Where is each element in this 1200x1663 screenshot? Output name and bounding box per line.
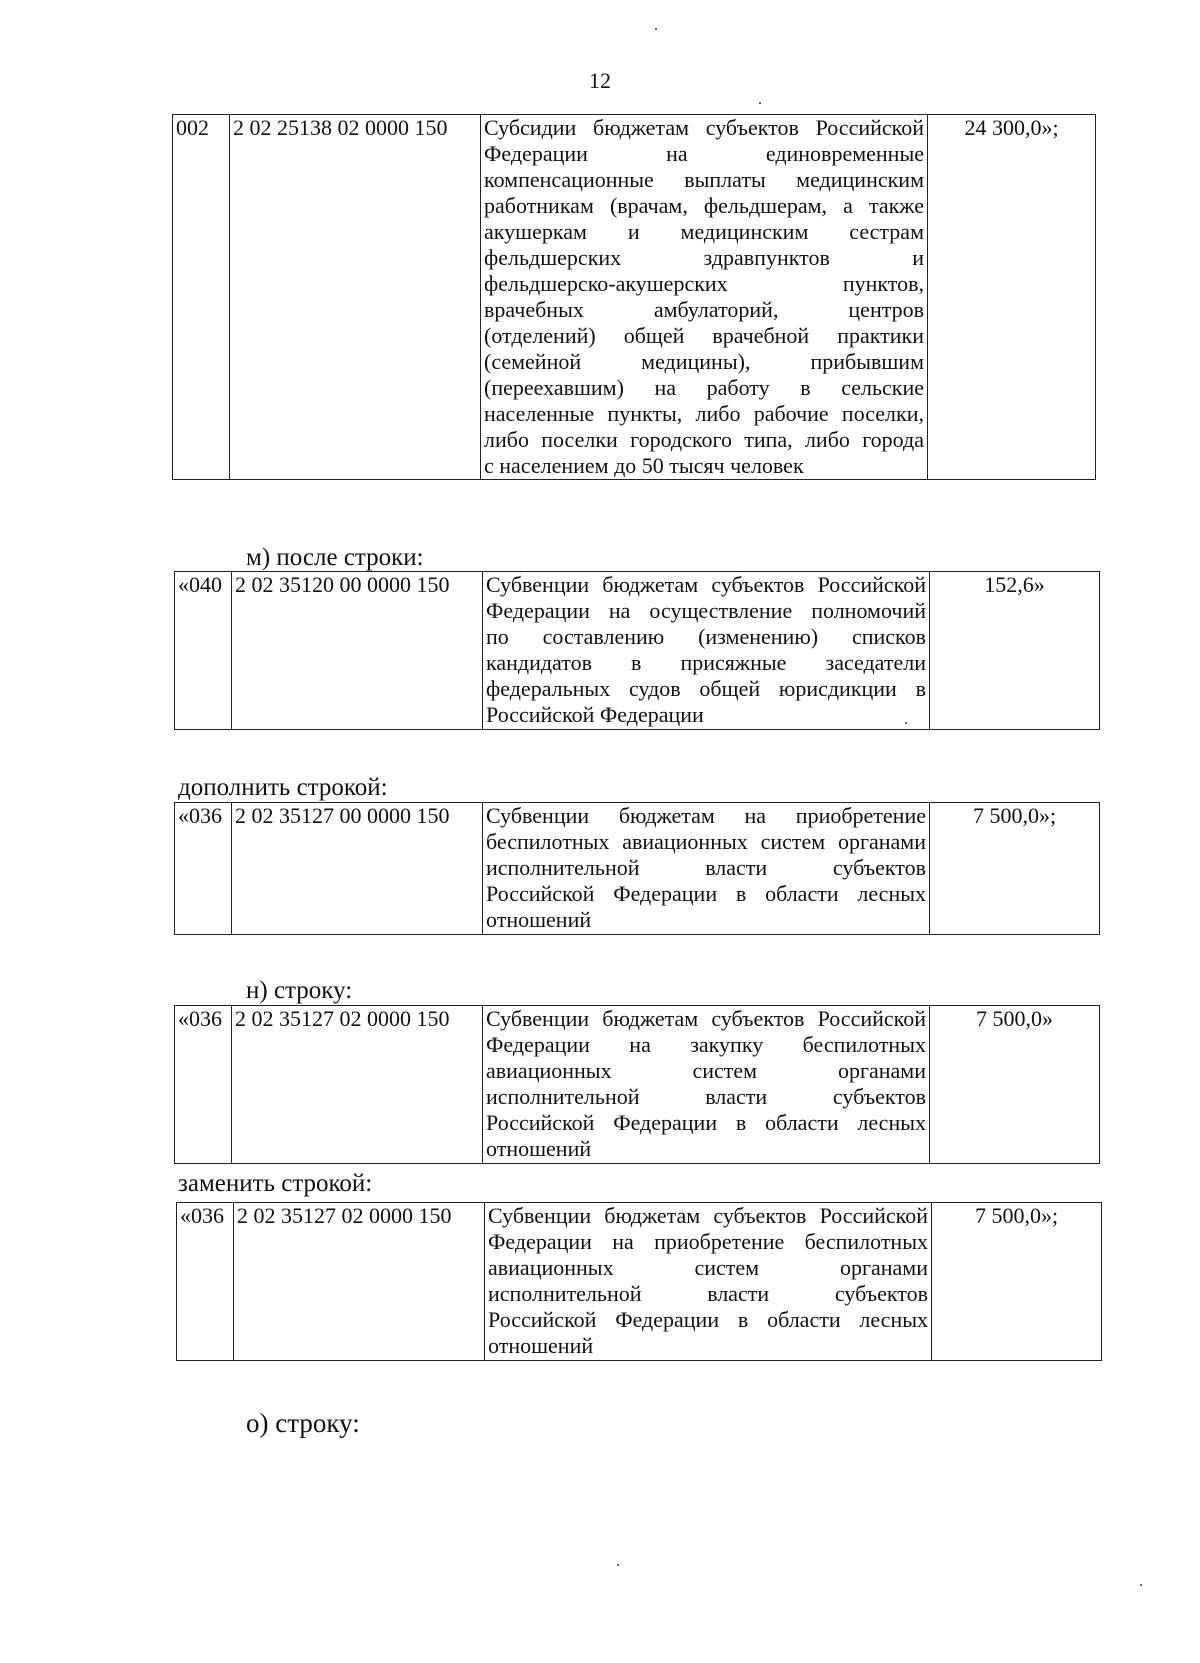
scan-speck: [655, 28, 657, 30]
section-label-replace: заменить строкой:: [178, 1170, 373, 1197]
table-row: [173, 115, 1096, 480]
scan-speck: [905, 722, 907, 724]
description-line: (отделений) общей врачебной практики: [484, 323, 924, 348]
amount-cell: 7 500,0»;: [930, 803, 1100, 935]
budget-row-table-2: [174, 571, 1100, 730]
description-line: авиационных систем органами: [486, 1058, 926, 1083]
table-row: [177, 1203, 1102, 1361]
admin-code-cell: «036: [175, 1006, 232, 1164]
description-line: Субсидии бюджетам субъектов Российской: [484, 115, 924, 140]
classification-code-cell: 2 02 35120 00 0000 150: [232, 572, 483, 730]
description-line: Российской Федерации: [486, 702, 704, 727]
table-row: [175, 572, 1100, 730]
table-row: [175, 1006, 1100, 1164]
description-cell: [485, 1203, 932, 1361]
description-line: беспилотных авиационных систем органами: [486, 829, 926, 854]
classification-code-cell: 2 02 35127 02 0000 150: [232, 1006, 483, 1164]
classification-code-cell: 2 02 35127 02 0000 150: [234, 1203, 485, 1361]
description-line: исполнительной власти субъектов: [486, 1084, 926, 1109]
description-line: по составлению (изменению) списков: [486, 624, 926, 649]
budget-row-table-5: [176, 1202, 1102, 1361]
scan-speck: [617, 1564, 619, 1566]
description-line: отношений: [486, 1136, 592, 1161]
amount-cell: 24 300,0»;: [928, 115, 1096, 480]
description-line: Федерации на закупку беспилотных: [486, 1032, 926, 1057]
section-label-n: н) строку:: [246, 977, 353, 1004]
page-number: 12: [589, 68, 611, 93]
table-row: [175, 803, 1100, 935]
description-line: либо поселки городского типа, либо города: [484, 427, 924, 452]
admin-code-cell: 002: [173, 115, 230, 480]
description-cell: [483, 803, 930, 935]
description-line: авиационных систем органами: [488, 1255, 928, 1280]
classification-code-cell: 2 02 35127 00 0000 150: [232, 803, 483, 935]
description-line: Субвенции бюджетам субъектов Российской: [488, 1203, 928, 1228]
description-line: Федерации на единовременные: [484, 141, 924, 166]
description-line: Субвенции бюджетам субъектов Российской: [486, 572, 926, 597]
description-line: компенсационные выплаты медицинским: [484, 167, 924, 192]
description-line: Федерации на приобретение беспилотных: [488, 1229, 928, 1254]
amount-cell: 7 500,0»;: [932, 1203, 1102, 1361]
description-line: (переехавшим) на работу в сельские: [484, 375, 924, 400]
classification-code-cell: 2 02 25138 02 0000 150: [230, 115, 481, 480]
description-line: врачебных амбулаторий, центров: [484, 297, 924, 322]
amount-cell: 152,6»: [930, 572, 1100, 730]
description-line: работникам (врачам, фельдшерам, а также: [484, 193, 924, 218]
section-label-m: м) после строки:: [246, 544, 424, 571]
description-line: отношений: [488, 1333, 594, 1358]
description-line: с населением до 50 тысяч человек: [484, 453, 804, 478]
scan-speck: [759, 102, 761, 104]
description-line: акушеркам и медицинским сестрам: [484, 219, 924, 244]
description-cell: [483, 572, 930, 730]
budget-row-table-3: [174, 802, 1100, 935]
admin-code-cell: «036: [175, 803, 232, 935]
description-line: Субвенции бюджетам на приобретение: [486, 803, 926, 828]
amount-cell: 7 500,0»: [930, 1006, 1100, 1164]
description-line: Субвенции бюджетам субъектов Российской: [486, 1006, 926, 1031]
description-line: Федерации на осуществление полномочий: [486, 598, 926, 623]
scan-speck: [1140, 1584, 1142, 1586]
description-line: (семейной медицины), прибывшим: [484, 349, 924, 374]
description-line: исполнительной власти субъектов: [488, 1281, 928, 1306]
description-line: исполнительной власти субъектов: [486, 855, 926, 880]
description-line: Российской Федерации в области лесных: [486, 881, 926, 906]
description-line: Российской Федерации в области лесных: [488, 1307, 928, 1332]
admin-code-cell: «036: [177, 1203, 234, 1361]
description-line: Российской Федерации в области лесных: [486, 1110, 926, 1135]
description-cell: [481, 115, 928, 480]
description-line: населенные пункты, либо рабочие поселки,: [484, 401, 924, 426]
description-line: фельдшерско-акушерских пунктов,: [484, 271, 924, 296]
budget-row-table-4: [174, 1005, 1100, 1164]
description-line: отношений: [486, 907, 592, 932]
description-line: кандидатов в присяжные заседатели: [486, 650, 926, 675]
description-line: федеральных судов общей юрисдикции в: [486, 676, 926, 701]
admin-code-cell: «040: [175, 572, 232, 730]
description-cell: [483, 1006, 930, 1164]
budget-row-table-1: [172, 114, 1096, 480]
description-line: фельдшерских здравпунктов и: [484, 245, 924, 270]
section-label-add: дополнить строкой:: [178, 774, 388, 801]
section-label-o: о) строку:: [246, 1408, 360, 1438]
